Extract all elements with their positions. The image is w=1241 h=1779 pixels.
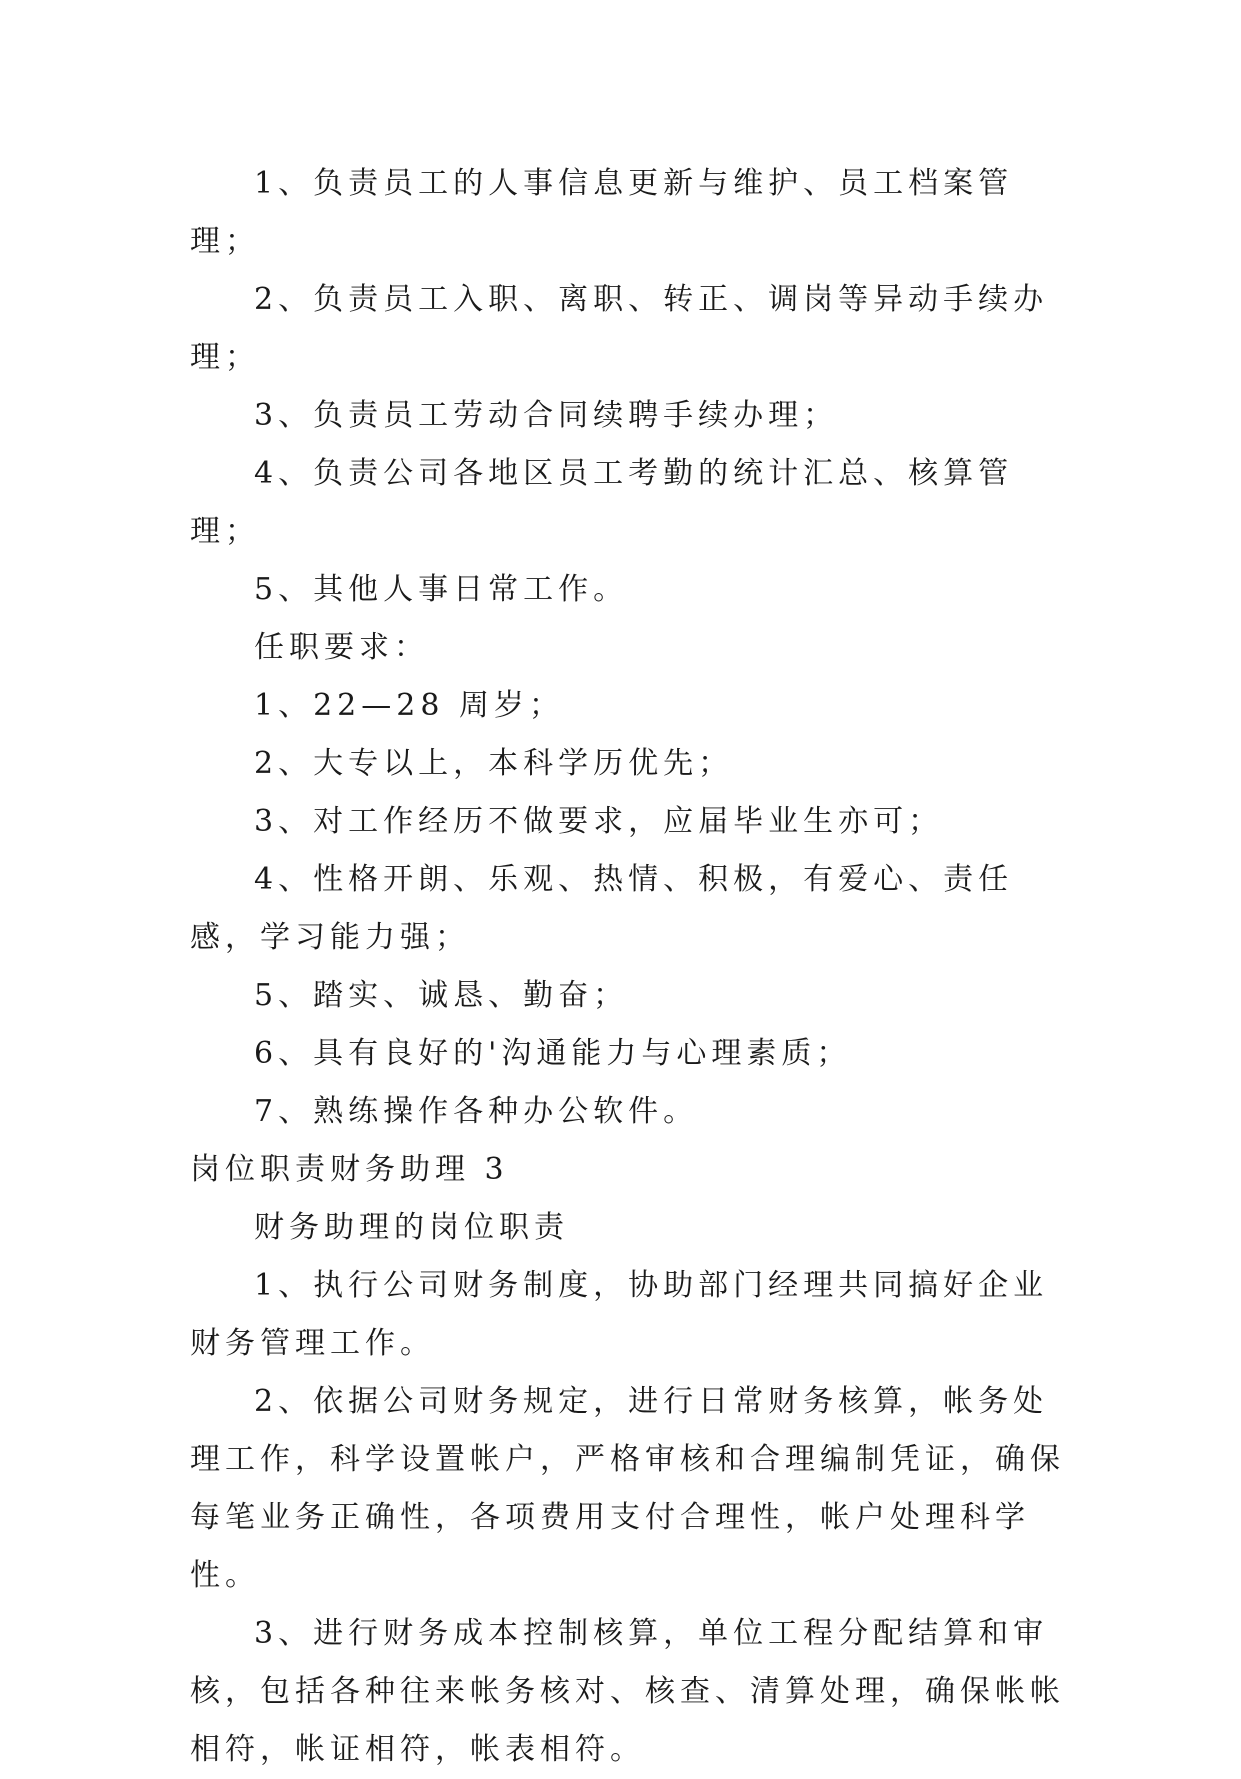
paragraph-duty-5: 5、其他人事日常工作。 bbox=[254, 572, 629, 607]
paragraph-finance-duty-2: 2、依据公司财务规定，进行日常财务核算，帐务处理工作，科学设置帐户，严格审核和合理编制凭证，确保每笔业务正确性，各项费用支付合理性，帐户处理科学性。 bbox=[190, 1384, 1065, 1593]
paragraph-requirement-4: 4、性格开朗、乐观、热情、积极，有爱心、责任感，学习能力强； bbox=[190, 862, 1014, 955]
paragraph-requirement-3: 3、对工作经历不做要求，应届毕业生亦可； bbox=[254, 804, 944, 839]
paragraph-requirement-6: 6、具有良好的'沟通能力与心理素质； bbox=[254, 1036, 852, 1071]
paragraph-duty-4: 4、负责公司各地区员工考勤的统计汇总、核算管理； bbox=[190, 456, 1014, 549]
paragraph-duty-1: 1、负责员工的人事信息更新与维护、员工档案管理； bbox=[190, 166, 1014, 259]
paragraph-requirement-1: 1、22—28 周岁； bbox=[254, 688, 564, 723]
paragraph-requirement-5: 5、踏实、诚恳、勤奋； bbox=[254, 978, 629, 1013]
paragraph-duty-3: 3、负责员工劳动合同续聘手续办理； bbox=[254, 398, 839, 433]
section-heading: 岗位职责财务助理 3 bbox=[190, 1152, 509, 1187]
requirements-heading: 任职要求： bbox=[254, 630, 429, 665]
paragraph-duty-2: 2、负责员工入职、离职、转正、调岗等异动手续办理； bbox=[190, 282, 1049, 375]
paragraph-requirement-7: 7、熟练操作各种办公软件。 bbox=[254, 1094, 699, 1129]
document-body bbox=[190, 155, 1070, 1779]
section-subtitle: 财务助理的岗位职责 bbox=[254, 1210, 569, 1245]
paragraph-finance-duty-3: 3、进行财务成本控制核算，单位工程分配结算和审核，包括各种往来帐务核对、核查、清算处理，确保帐帐相符，帐证相符，帐表相符。 bbox=[190, 1616, 1065, 1767]
paragraph-finance-duty-1: 1、执行公司财务制度，协助部门经理共同搞好企业财务管理工作。 bbox=[190, 1268, 1049, 1361]
paragraph-requirement-2: 2、大专以上，本科学历优先； bbox=[254, 746, 734, 781]
